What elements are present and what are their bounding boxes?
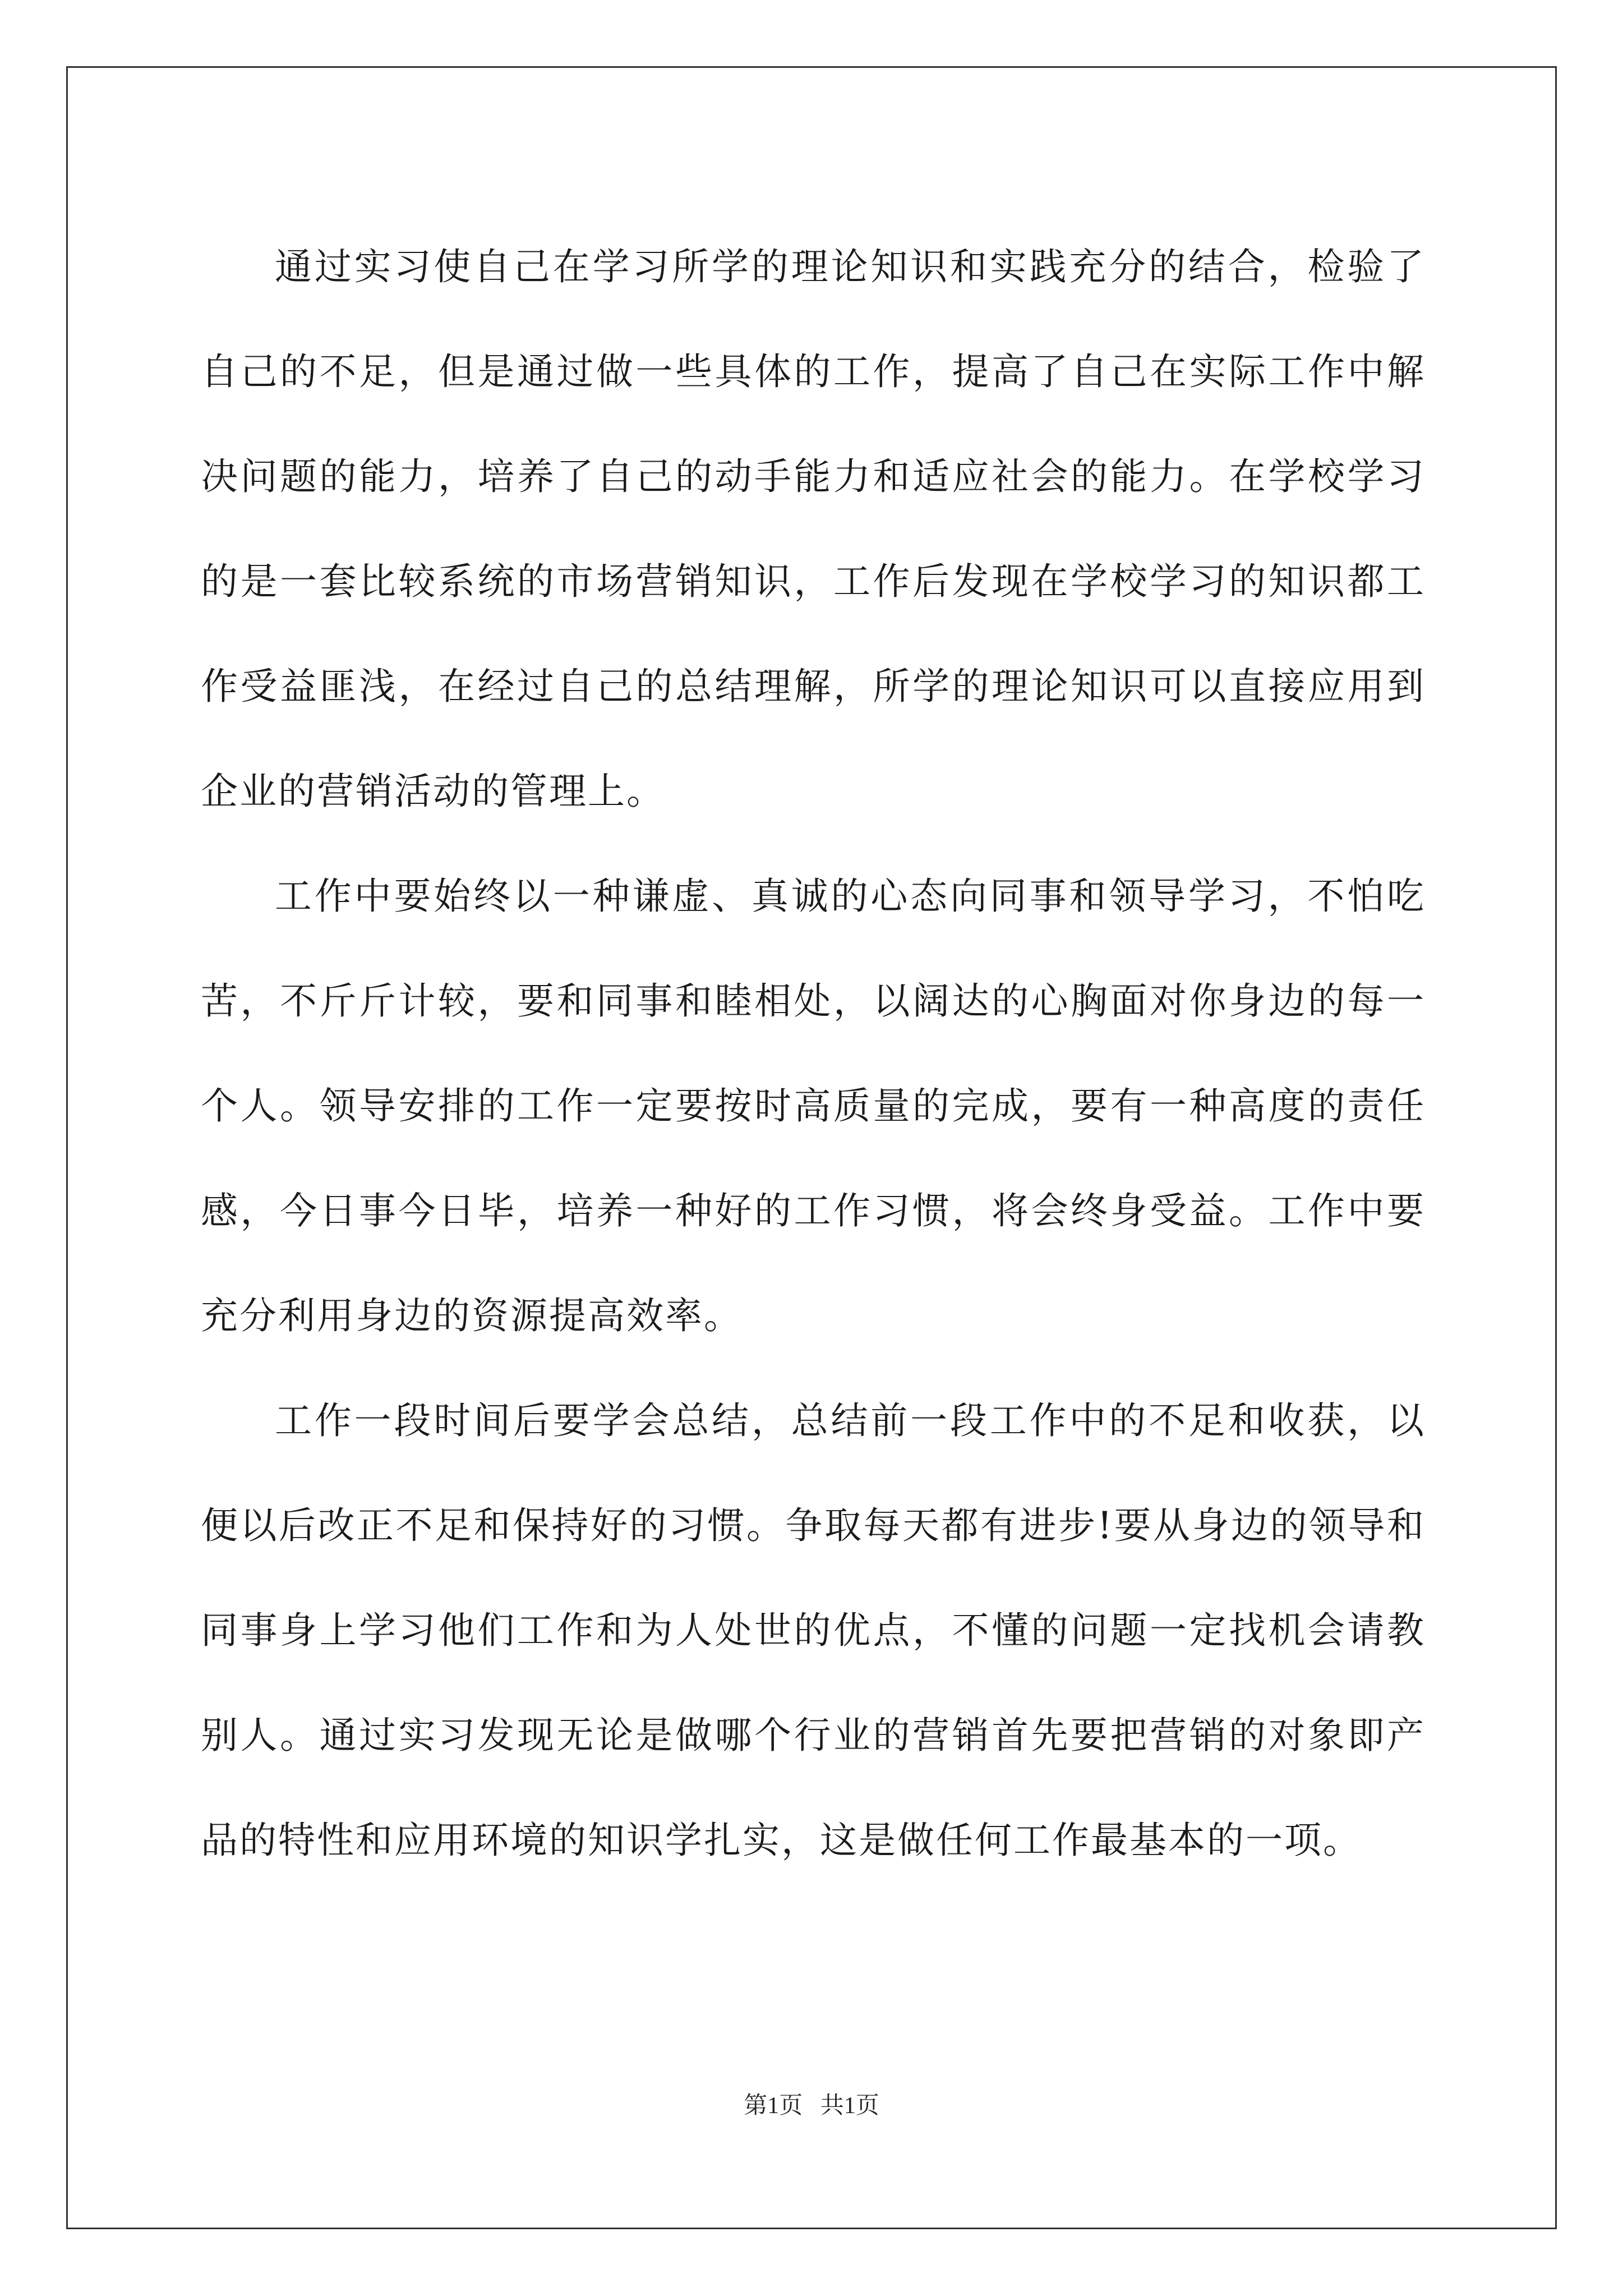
paragraph-3: 工作一段时间后要学会总结，总结前一段工作中的不足和收获，以便以后改正不足和保持好的习惯。争取每天都有进步!要从身边的领导和同事身上学习他们工作和为人处世的优点，不懂的问题一定找机会请教别人。通过实习发现无论是做哪个行业的营销首先要把营销的对象即产品的特性和应用环境的知识学扎实，这是做任何工作最基本的一项。 — [201, 1399, 1426, 1862]
paragraph-2: 工作中要始终以一种谦虚、真诚的心态向同事和领导学习，不怕吃苦，不斤斤计较，要和同事和睦相处，以阔达的心胸面对你身边的每一个人。领导安排的工作一定要按时高质量的完成，要有一种高度的责任感，今日事今日毕，培养一种好的工作习惯，将会终身受益。工作中要充分利用身边的资源提高效率。 — [201, 875, 1426, 1337]
page-number-footer: 第1页 共1页 — [744, 2093, 879, 2119]
paragraph-1: 通过实习使自己在学习所学的理论知识和实践充分的结合，检验了自己的不足，但是通过做一些具体的工作，提高了自己在实际工作中解决问题的能力，培养了自己的动手能力和适应社会的能力。在学校学习的是一套比较系统的市场营销知识，工作后发现在学校学习的知识都工作受益匪浅，在经过自己的总结理解，所学的理论知识可以直接应用到企业的营销活动的管理上。 — [201, 245, 1426, 813]
document-body — [201, 214, 1426, 1893]
